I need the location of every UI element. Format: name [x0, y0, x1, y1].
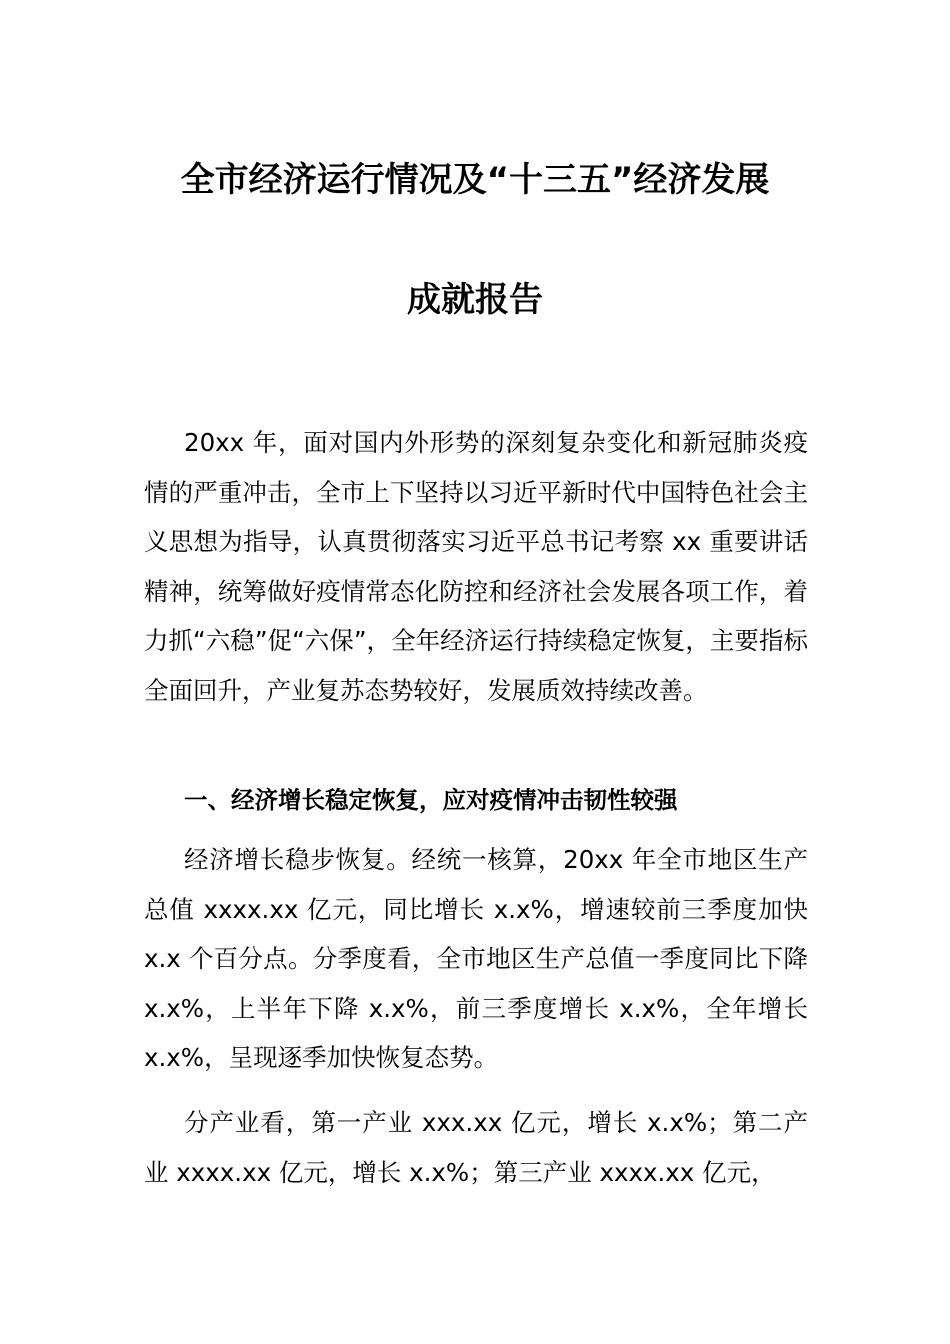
paragraph-growth: 经济增长稳步恢复。经统一核算，20xx 年全市地区生产总值 xxxx.xx 亿元，同比增长 x.x%，增速较前三季度加快 x.x 个百分点。分季度看，全市地区生产总值一季度同比下降 x.x%，上半年下降 x.x%，前三季度增长 x.x%，全年增长 x.x%，呈现逐季加快恢复态势。: [144, 845, 808, 1073]
document-title-line-2: 成就报告: [407, 280, 543, 320]
paragraph-intro: 20xx 年，面对国内外形势的深刻复杂变化和新冠肺炎疫情的严重冲击，全市上下坚持以习近平新时代中国特色社会主义思想为指导，认真贯彻落实习近平总书记考察 xx 重要讲话精神，统筹做好疫情常态化防控和经济社会发展各项工作，着力抓“六稳”促“六保”，全年经济运行持续稳定恢复，主要指标全面回升，产业复苏态势较好，发展质效持续改善。: [144, 428, 808, 705]
document-title-line-1: 全市经济运行情况及“十三五”经济发展: [180, 160, 770, 200]
paragraph-industry: 分产业看，第一产业 xxx.xx 亿元，增长 x.x%；第二产业 xxxx.xx 亿元，增长 x.x%；第三产业 xxxx.xx 亿元，: [144, 1108, 808, 1187]
section-heading: 一、经济增长稳定恢复，应对疫情冲击韧性较强: [184, 786, 678, 814]
